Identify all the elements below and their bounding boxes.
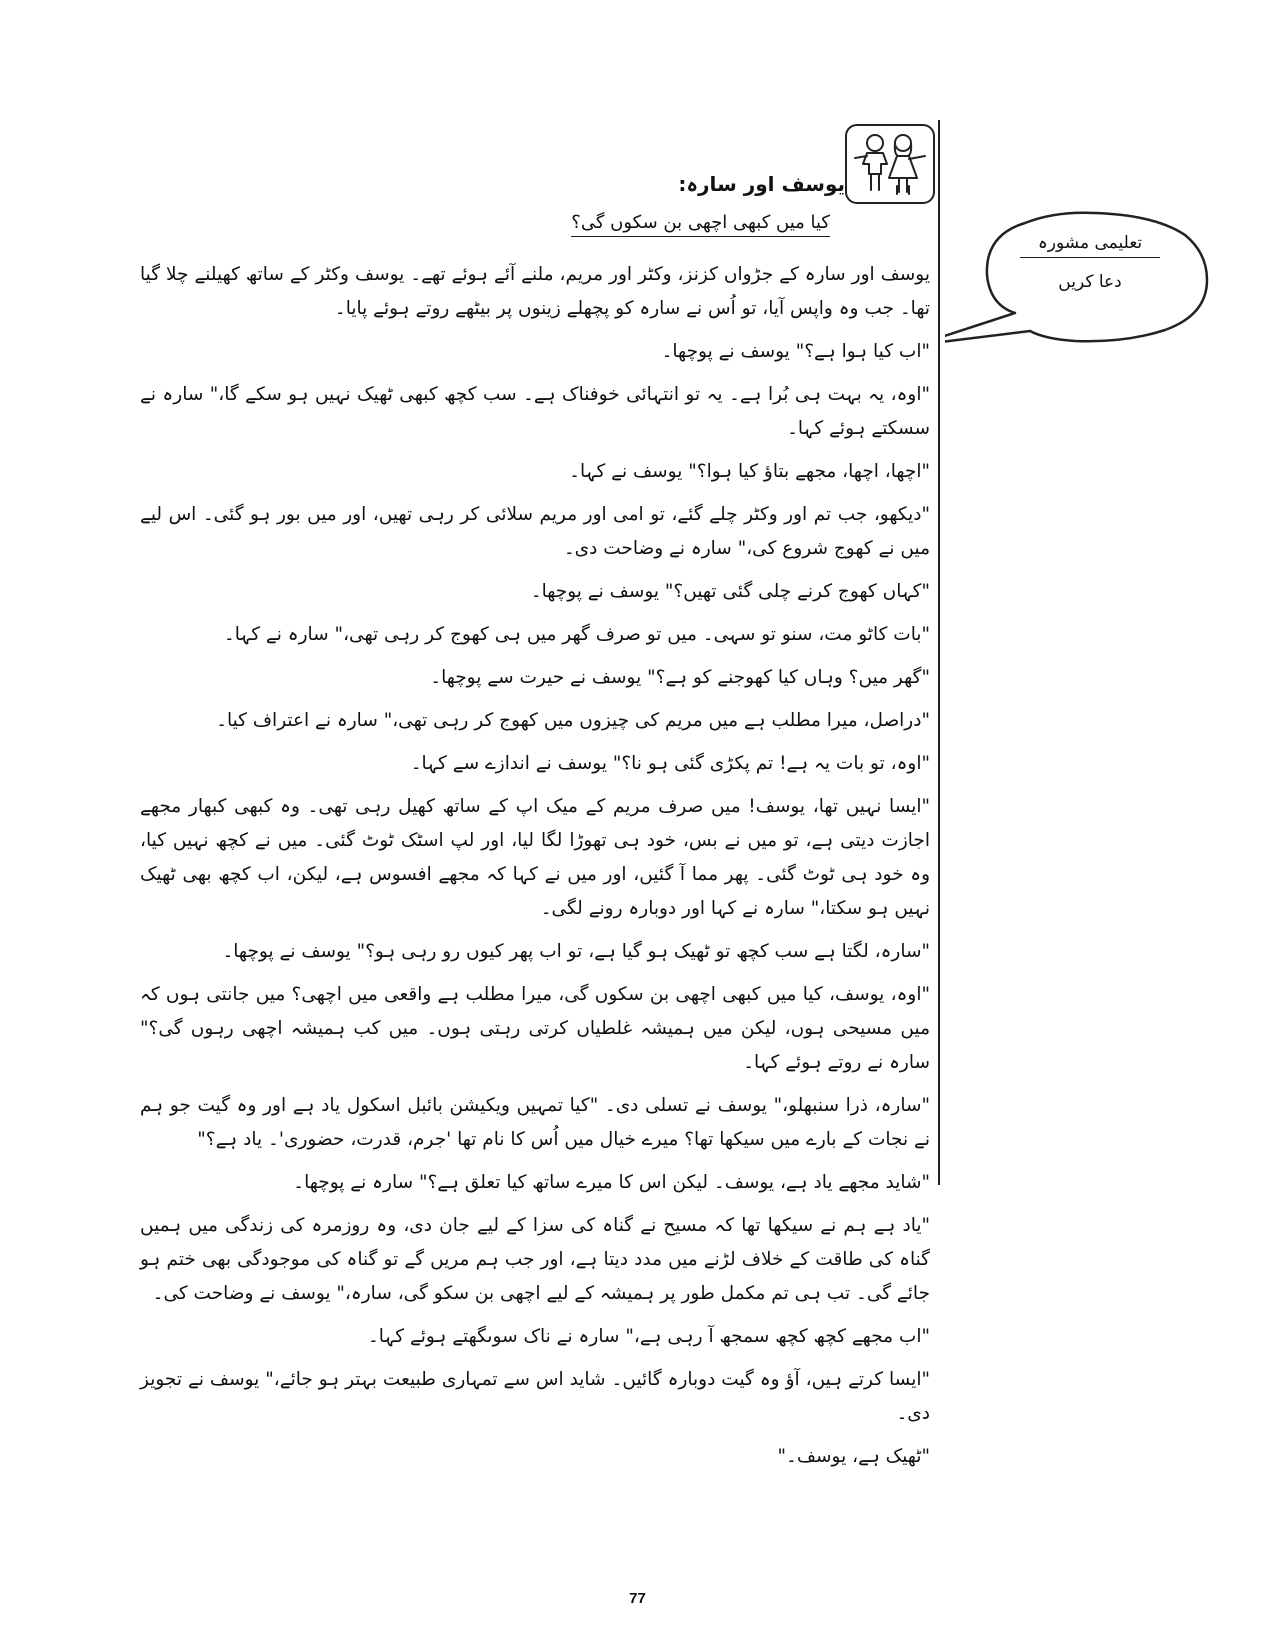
story-paragraph: "سارہ، ذرا سنبھلو،" یوسف نے تسلی دی۔ "کیا تمہیں ویکیشن بائبل اسکول یاد ہے اور وہ گیت جو ہم نے نجات کے بارے میں سیکھا تھا؟ میرے خیال میں اُس کا نام تھا 'جرم، قدرت، حضوری'۔ یاد ہے؟" (140, 1095, 930, 1150)
column-divider (938, 120, 940, 1185)
two-children-icon (845, 124, 935, 204)
story-paragraph: "ایسا کرتے ہیں، آؤ وہ گیت دوبارہ گائیں۔ شاید اس سے تمہاری طبیعت بہتر ہو جائے،" یوسف نے تجویز دی۔ (140, 1369, 930, 1424)
story-paragraph: "دیکھو، جب تم اور وکٹر چلے گئے، تو امی اور مریم سلائی کر رہی تھیں، اور میں بور ہو گئی۔ اس لیے میں نے کھوج شروع کی،" سارہ نے وضاحت دی۔ (140, 504, 930, 559)
story-paragraph: "اچھا، اچھا، مجھے بتاؤ کیا ہوا؟" یوسف نے کہا۔ (569, 461, 930, 482)
story-paragraph: "یاد ہے ہم نے سیکھا تھا کہ مسیح نے گناہ کی سزا کے لیے جان دی، وہ روزمرہ کی زندگی میں ہمیں گناہ کی طاقت کے خلاف لڑنے میں مدد دیتا ہے، اور جب ہم مریں گے تو گناہ کی موجودگی بھی ختم ہو جائے گی۔ تب ہی تم مکمل طور پر ہمیشہ کے لیے اچھی بن سکو گی، سارہ،" یوسف نے وضاحت کی۔ (140, 1215, 930, 1304)
story-paragraph: "سارہ، لگتا ہے سب کچھ تو ٹھیک ہو گیا ہے، تو اب پھر کیوں رو رہی ہو؟" یوسف نے پوچھا۔ (222, 941, 930, 962)
story-paragraph: "گھر میں؟ وہاں کیا کھوجنے کو ہے؟" یوسف نے حیرت سے پوچھا۔ (430, 667, 930, 688)
advice-heading: تعلیمی مشورہ (1020, 232, 1160, 258)
story-paragraph: "کہاں کھوج کرنے چلی گئی تھیں؟" یوسف نے پوچھا۔ (530, 581, 930, 602)
story-title: یوسف اور سارہ: (678, 172, 845, 196)
story-paragraph: "اوہ، یوسف، کیا میں کبھی اچھی بن سکوں گی، میرا مطلب ہے واقعی میں اچھی؟ میں جانتی ہوں کہ میں مسیحی ہوں، لیکن میں ہمیشہ غلطیاں کرتی رہتی ہوں۔ میں کب ہمیشہ اچھی رہوں گی؟" سارہ نے روتے ہوئے کہا۔ (140, 984, 930, 1073)
story-body (140, 258, 930, 1483)
story-paragraph: "اب مجھے کچھ کچھ سمجھ آ رہی ہے،" سارہ نے ناک سوںگھتے ہوئے کہا۔ (367, 1326, 930, 1347)
story-paragraph: "اوہ، تو بات یہ ہے! تم پکڑی گئی ہو نا؟" یوسف نے اندازے سے کہا۔ (410, 753, 930, 774)
story-paragraph: "شاید مجھے یاد ہے، یوسف۔ لیکن اس کا میرے ساتھ کیا تعلق ہے؟" سارہ نے پوچھا۔ (293, 1172, 930, 1193)
story-paragraph: "بات کاٹو مت، سنو تو سہی۔ میں تو صرف گھر میں ہی کھوج کر رہی تھی،" سارہ نے کہا۔ (223, 624, 930, 645)
story-paragraph: یوسف اور سارہ کے جڑواں کزنز، وکٹر اور مریم، ملنے آئے ہوئے تھے۔ یوسف وکٹر کے ساتھ کھیلنے چلا گیا تھا۔ جب وہ واپس آیا، تو اُس نے سارہ کو پچھلے زینوں پر بیٹھے روتے ہوئے پایا۔ (140, 264, 930, 319)
story-paragraph: "ایسا نہیں تھا، یوسف! میں صرف مریم کے میک اپ کے ساتھ کھیل رہی تھی۔ وہ کبھی کبھار مجھے اجازت دیتی ہے، تو میں نے بس، خود ہی تھوڑا لگا لیا، اور لپ اسٹک ٹوٹ گئی۔ میں نے کچھ نہیں کیا، وہ خود ہی ٹوٹ گئی۔ پھر مما آ گئیں، اور میں نے کہا کہ مجھے افسوس ہے، لیکن، اب کچھ بھی ٹھیک نہیں ہو سکتا،" سارہ نے کہا اور دوبارہ رونے لگی۔ (140, 796, 930, 919)
advice-text: دعا کریں (1058, 272, 1122, 292)
story-paragraph: "اوہ، یہ بہت ہی بُرا ہے۔ یہ تو انتہائی خوفناک ہے۔ سب کچھ کبھی ٹھیک نہیں ہو سکے گا،" سارہ نے سسکتے ہوئے کہا۔ (140, 384, 930, 439)
story-paragraph: "دراصل، میرا مطلب ہے میں مریم کی چیزوں میں کھوج کر رہی تھی،" سارہ نے اعتراف کیا۔ (216, 710, 930, 731)
story-subtitle: کیا میں کبھی اچھی بن سکوں گی؟ (571, 212, 830, 237)
story-paragraph: "اب کیا ہوا ہے؟" یوسف نے پوچھا۔ (661, 341, 930, 362)
story-paragraph: "ٹھیک ہے، یوسف۔" (777, 1446, 930, 1467)
page-number: 77 (629, 1590, 646, 1607)
